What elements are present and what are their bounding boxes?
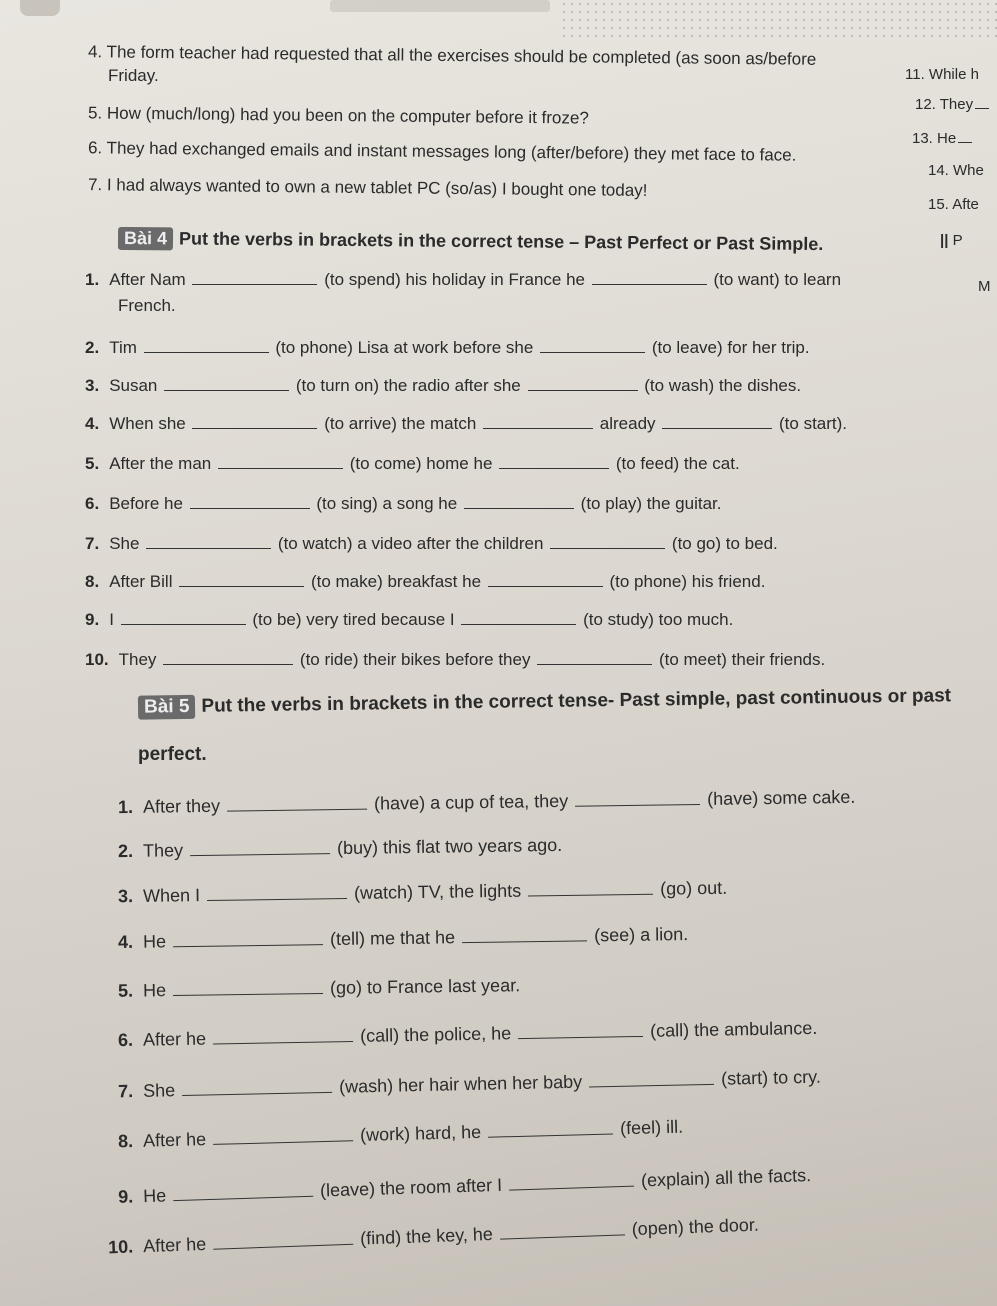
question-5: 5. How (much/long) had you been on the computer before it froze? [87, 103, 589, 128]
answer-blank[interactable] [575, 803, 700, 807]
answer-blank[interactable] [182, 1091, 332, 1096]
answer-blank[interactable] [164, 389, 289, 391]
answer-blank[interactable] [488, 1132, 613, 1137]
answer-blank[interactable] [488, 585, 603, 587]
side-item-16: || P [940, 232, 963, 249]
dotted-pattern [560, 0, 997, 40]
ex5-item-5: 5. He (go) to France last year. [117, 975, 521, 1001]
header-text-blurred [330, 0, 550, 12]
answer-blank[interactable] [461, 623, 576, 625]
answer-blank[interactable] [173, 1195, 313, 1201]
exercise-5-heading: Bài 5 Put the verbs in brackets in the correct tense- Past simple, past continuous or past [138, 684, 951, 719]
answer-blank[interactable] [540, 351, 645, 353]
ex4-item-8: 8. After Bill (to make) breakfast he (to phone) his friend. [85, 572, 766, 591]
corner-tab [20, 0, 60, 16]
side-item-15: 15. Afte [928, 196, 979, 213]
answer-blank[interactable] [518, 1035, 643, 1039]
exercise-4-heading: Bài 4 Put the verbs in brackets in the correct tense – Past Perfect or Past Simple. [118, 227, 823, 256]
ex5-item-3: 3. When I (watch) TV, the lights (go) out. [117, 877, 728, 907]
answer-blank[interactable] [499, 467, 609, 469]
answer-blank[interactable] [179, 585, 304, 587]
answer-blank[interactable] [213, 1040, 353, 1044]
exercise-5-badge: Bài 5 [138, 695, 196, 720]
answer-blank[interactable] [218, 467, 343, 469]
ex5-item-7: 7. She (wash) her hair when her baby (start) to cry. [117, 1066, 822, 1102]
answer-blank[interactable] [483, 427, 593, 429]
answer-blank[interactable] [464, 507, 574, 509]
answer-blank[interactable] [462, 939, 587, 943]
answer-blank[interactable] [550, 547, 665, 549]
answer-blank[interactable] [163, 663, 293, 665]
answer-blank[interactable] [173, 943, 323, 947]
question-7: 7. I had always wanted to own a new tablet PC (so/as) I bought one today! [87, 175, 648, 200]
answer-blank[interactable] [589, 1083, 714, 1088]
answer-blank[interactable] [227, 808, 367, 812]
ex4-item-6: 6. Before he (to sing) a song he (to play) the guitar. [85, 494, 722, 513]
ex4-item-1: 1. After Nam (to spend) his holiday in France he (to want) to learn [85, 270, 842, 289]
ex4-item-3: 3. Susan (to turn on) the radio after she (to wash) the dishes. [85, 376, 802, 395]
ex4-item-9: 9. I (to be) very tired because I (to study) too much. [85, 610, 734, 629]
answer-blank[interactable] [500, 1233, 625, 1239]
side-item-14: 14. Whe [928, 162, 984, 179]
answer-blank[interactable] [213, 1243, 353, 1250]
answer-blank[interactable] [173, 992, 323, 996]
ex5-item-4: 4. He (tell) me that he (see) a lion. [117, 924, 689, 952]
answer-blank[interactable] [144, 351, 269, 353]
answer-blank[interactable] [207, 897, 347, 901]
ex4-item-4: 4. When she (to arrive) the match already (to start). [85, 414, 848, 433]
question-4-line2: Friday. [108, 66, 159, 85]
question-4-line1: 4. The form teacher had requested that all the exercises should be completed (as soon as/before [87, 42, 817, 69]
answer-blank[interactable] [592, 283, 707, 285]
answer-blank[interactable] [192, 283, 317, 285]
side-item-11: 11. While h [905, 66, 979, 83]
ex5-item-2: 2. They (buy) this flat two years ago. [117, 834, 563, 862]
answer-blank[interactable] [146, 547, 271, 549]
answer-blank[interactable] [213, 1139, 353, 1145]
exercise-4-badge: Bài 4 [118, 227, 173, 250]
answer-blank[interactable] [528, 893, 653, 897]
question-6: 6. They had exchanged emails and instant messages long (after/before) they met face to face. [87, 138, 797, 165]
answer-blank[interactable] [662, 427, 772, 429]
exercise-5-heading-cont: perfect. [138, 744, 207, 765]
ex5-item-10: 10. After he (find) the key, he (open) the door. [107, 1214, 760, 1258]
answer-blank[interactable] [528, 389, 638, 391]
ex5-item-1: 1. After they (have) a cup of tea, they (have) some cake. [117, 786, 856, 818]
answer-blank[interactable] [190, 852, 330, 856]
answer-blank[interactable] [537, 663, 652, 665]
ex4-item-5: 5. After the man (to come) home he (to feed) the cat. [85, 454, 740, 473]
answer-blank[interactable] [190, 507, 310, 509]
answer-blank[interactable] [509, 1185, 634, 1191]
ex5-item-8: 8. After he (work) hard, he (feel) ill. [117, 1116, 684, 1152]
ex4-item-1-cont: French. [118, 296, 176, 315]
side-item-17: M [978, 278, 991, 295]
ex5-item-6: 6. After he (call) the police, he (call) the ambulance. [117, 1017, 818, 1051]
answer-blank[interactable] [121, 623, 246, 625]
ex4-item-2: 2. Tim (to phone) Lisa at work before she (to leave) for her trip. [85, 338, 810, 357]
side-item-12: 12. They [915, 96, 989, 113]
ex4-item-10: 10. They (to ride) their bikes before they (to meet) their friends. [85, 650, 826, 669]
side-item-13: 13. He [912, 130, 972, 147]
answer-blank[interactable] [192, 427, 317, 429]
ex4-item-7: 7. She (to watch) a video after the children (to go) to bed. [85, 534, 778, 553]
ex5-item-9: 9. He (leave) the room after I (explain) all the facts. [117, 1165, 812, 1207]
